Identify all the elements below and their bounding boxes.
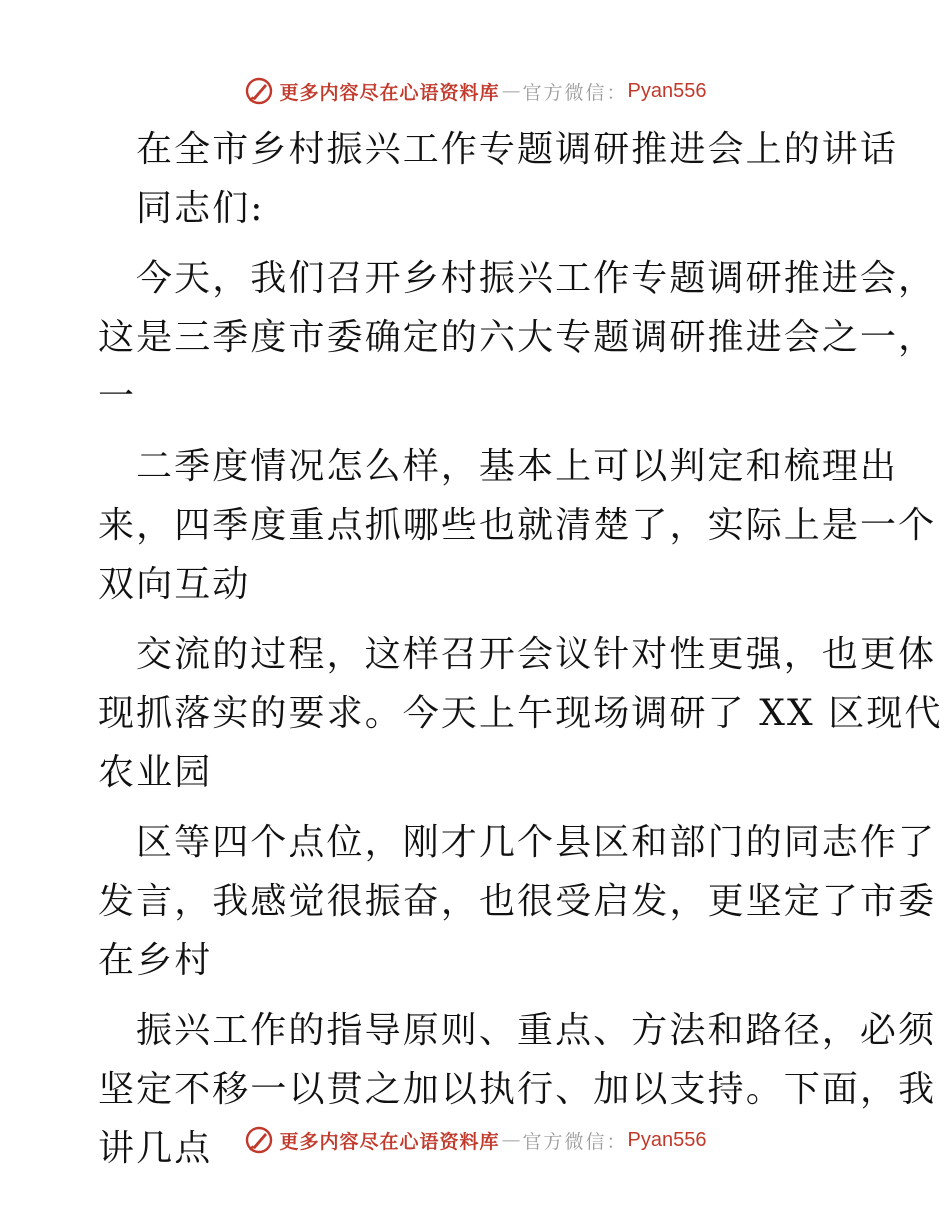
paragraph-line: 发言，我感觉很振奋，也很受启发，更坚定了市委 [98,881,937,922]
watermark-wechat-id: Pyan556 [627,79,707,102]
paragraph-line: 这是三季度市委确定的六大专题调研推进会之一， [98,317,937,358]
paragraph-line: 来，四季度重点抓哪些也就清楚了，实际上是一个 [98,505,937,546]
document-body [98,120,943,1178]
paragraph-line: 一 [98,376,137,417]
paragraph-line: 今天，我们召开乡村振兴工作专题调研推进会， [136,258,937,299]
paragraph [98,437,937,614]
paragraph-line: 在乡村 [98,940,213,981]
watermark-text: 更多内容尽在心语资料库 [279,1130,500,1153]
paragraph-line: 双向互动 [98,564,251,605]
paragraph-line: 讲几点 [98,1128,213,1169]
paragraph-line: 农业园 [98,752,213,793]
salutation: 同志们: [136,188,265,229]
watermark-dash: — [501,1129,521,1151]
paragraph-line: 二季度情况怎么样，基本上可以判定和梳理出 [136,446,899,487]
quill-pen-logo-icon [244,1125,274,1155]
paragraph [98,625,943,802]
footer-watermark [0,1120,950,1160]
quill-pen-logo-icon [244,76,274,106]
paragraph-line: 交流的过程，这样召开会议针对性更强，也更体 [136,634,937,675]
paragraph-line: 现抓落实的要求。今天上午现场调研了 XX 区现代 [98,693,943,734]
paragraph [98,249,937,426]
watermark-label: 官方微信： [522,81,628,104]
watermark-label: 官方微信： [522,1130,628,1153]
paragraph [98,813,937,990]
paragraph-line: 坚定不移一以贯之加以执行、加以支持。下面，我 [98,1069,937,1110]
watermark-dash: — [501,80,521,102]
header-watermark [0,71,950,111]
watermark-wechat-id: Pyan556 [627,1128,707,1151]
paragraph-line: 振兴工作的指导原则、重点、方法和路径，必须 [136,1010,937,1051]
document-title: 在全市乡村振兴工作专题调研推进会上的讲话 [136,129,899,170]
paragraph-line: 区等四个点位，刚才几个县区和部门的同志作了 [136,822,937,863]
watermark-text: 更多内容尽在心语资料库 [279,81,500,104]
